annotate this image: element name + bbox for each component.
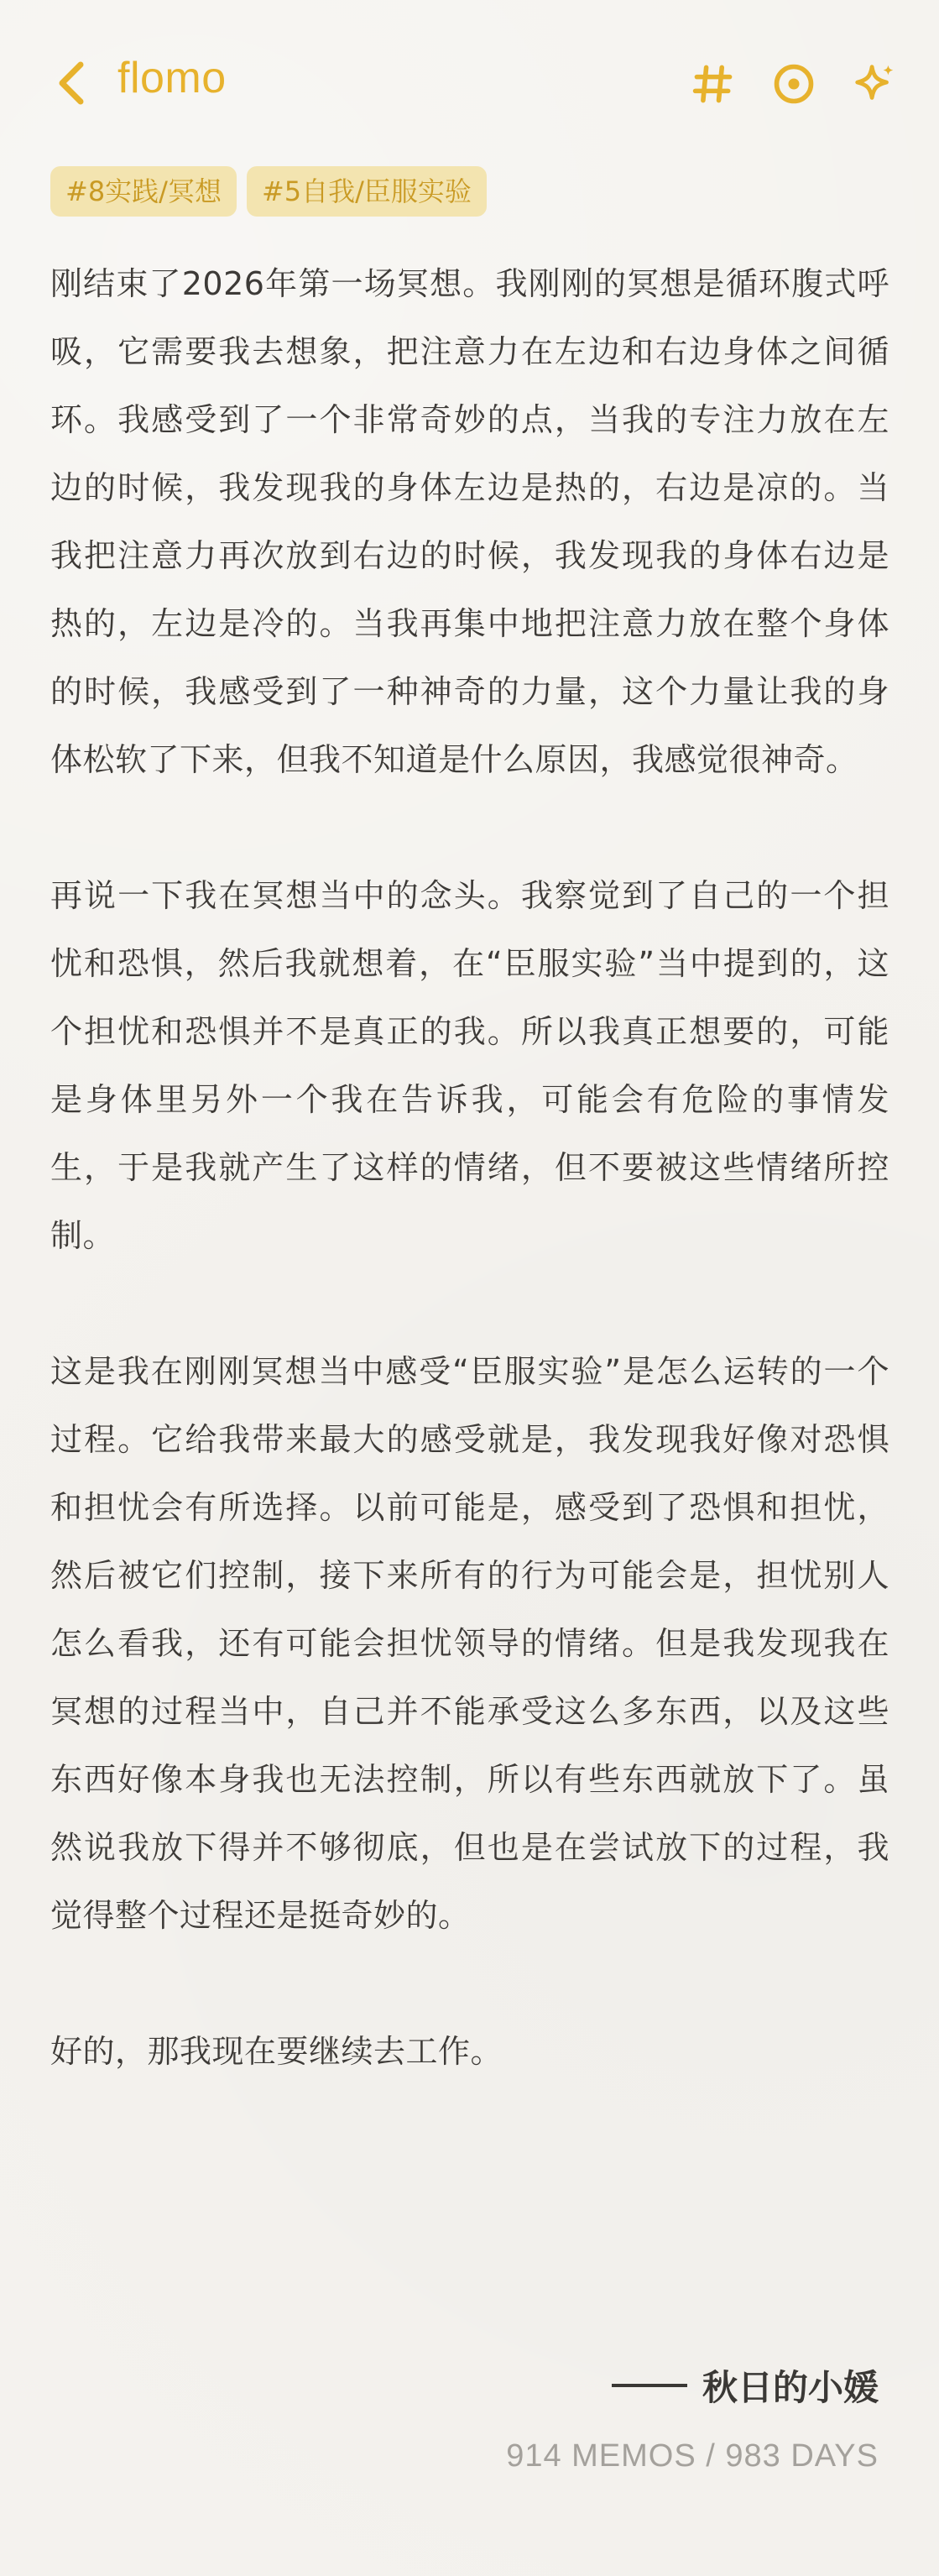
memo-stats: 914 MEMOS / 983 DAYS <box>506 2438 879 2474</box>
ai-sparkle-button[interactable] <box>850 60 899 108</box>
memo-content <box>50 250 889 2086</box>
memo-paragraph: 好的，那我现在要继续去工作。 <box>50 2033 503 2070</box>
author-name: 秋日的小媛 <box>702 2367 879 2408</box>
memo-paragraph: 这是我在刚刚冥想当中感受“臣服实验”是怎么运转的一个过程。它给我带来最大的感受就是，我发现我好像对恐惧和担忧会有所选择。以前可能是，感受到了恐惧和担忧，然后被它们控制，接下来所有的行为可能会是，担忧别人怎么看我，还有可能会担忧领导的情绪。但是我发现我在冥想的过程当中，自己并不能承受这么多东西，以及这些东西好像本身我也无法控制，所以有些东西就放下了。虽然说我放下得并不够彻底，但也是在尝试放下的过程，我觉得整个过程还是挺奇妙的。 <box>50 1353 889 1934</box>
author-signature <box>612 2360 879 2411</box>
tag-chip[interactable]: #8实践/冥想 <box>50 166 237 217</box>
hashtag-button[interactable] <box>689 60 738 108</box>
app-logo: flomo <box>117 54 227 102</box>
header-actions <box>689 55 899 113</box>
tag-chip[interactable]: #5自我/臣服实验 <box>247 166 487 217</box>
target-icon <box>771 61 816 107</box>
chevron-left-icon <box>52 56 91 110</box>
memo-paragraph: 再说一下我在冥想当中的念头。我察觉到了自己的一个担忧和恐惧，然后我就想着，在“臣服实验”当中提到的，这个担忧和恐惧并不是真正的我。所以我真正想要的，可能是身体里另外一个我在告诉我，可能会有危险的事情发生，于是我就产生了这样的情绪，但不要被这些情绪所控制。 <box>50 877 889 1254</box>
signature-dash <box>612 2384 687 2387</box>
memo-paragraph: 刚结束了2026年第一场冥想。我刚刚的冥想是循环腹式呼吸，它需要我去想象，把注意力在左边和右边身体之间循环。我感受到了一个非常奇妙的点，当我的专注力放在左边的时候，我发现我的身体左边是热的，右边是凉的。当我把注意力再次放到右边的时候，我发现我的身体右边是热的，左边是冷的。当我再集中地把注意力放在整个身体的时候，我感受到了一种神奇的力量，这个力量让我的身体松软了下来，但我不知道是什么原因，我感觉很神奇。 <box>50 265 889 778</box>
back-button[interactable] <box>52 56 102 115</box>
sparkle-icon <box>851 60 898 107</box>
top-bar <box>0 46 939 122</box>
tag-list <box>50 166 487 217</box>
hashtag-icon <box>691 61 736 107</box>
target-button[interactable] <box>769 60 818 108</box>
